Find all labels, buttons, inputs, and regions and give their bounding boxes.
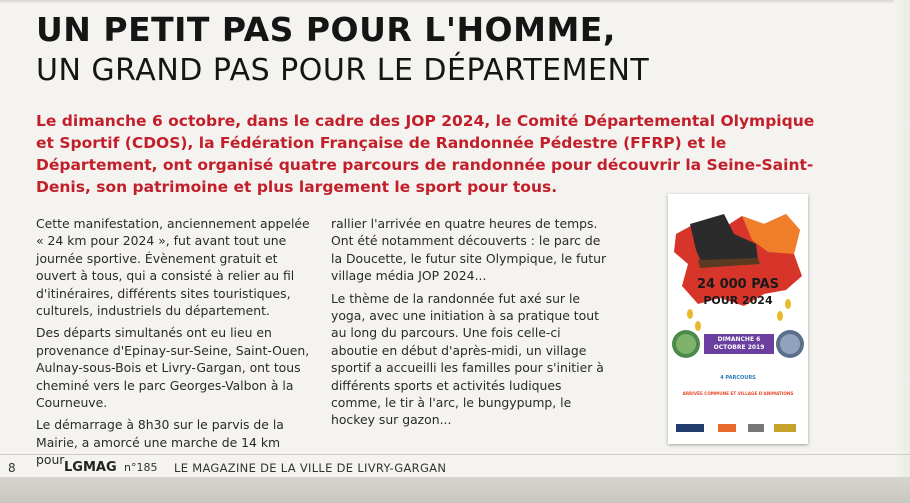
issue-number: n°185 xyxy=(124,461,158,474)
paragraph: Le démarrage à 8h30 sur le parvis de la Mairie, a amorcé une marche de 14 km pour xyxy=(36,417,284,468)
right-edge xyxy=(894,0,910,502)
page-footer xyxy=(0,454,910,503)
paragraph: rallier l'arrivée en quatre heures de temps. Ont été notamment découverts : le parc de la Doucette, le futur site Olympique, le futur village média JOP 2024... xyxy=(331,216,607,284)
headline-line-1: UN PETIT PAS POUR L'HOMME, xyxy=(36,10,616,49)
paragraph: Cette manifestation, anciennement appelée « 24 km pour 2024 », fut avant tout une journée sportive. Évènement gratuit et ouvert à tous, qui a consisté à relier au fil d'itinéraires, différents sites touristiques, culturels, industriels du département. xyxy=(36,216,310,319)
magazine-name: LGMAG xyxy=(64,460,117,475)
body-column-1 xyxy=(36,215,311,474)
headline-line-2: UN GRAND PAS POUR LE DÉPARTEMENT xyxy=(36,53,650,88)
poster-subtitle: POUR 2024 xyxy=(703,294,773,307)
paragraph: Le thème de la randonnée fut axé sur le yoga, avec une initiation à sa pratique tout au long du parcours. Une fois celle-ci aboutie en début d'après-midi, un village sportif a accueilli les familles pour s'initier à différents sports et activités ludiques comme, le tir à l'arc, le bungypump, le hockey sur gazon... xyxy=(331,290,604,428)
lead-paragraph: Le dimanche 6 octobre, dans le cadre des JOP 2024, le Comité Départemental Olympique et Sportif (CDOS), la Fédération Française de Randonnée Pédestre (FFRP) et le Département, ont organisé quatre parcours de randonnée pour découvrir la Seine-Saint-Denis, son patrimoine et plus largement le sport pour tous. xyxy=(36,112,815,196)
footer-band xyxy=(0,477,910,503)
event-poster xyxy=(668,194,808,444)
magazine-tagline: LE MAGAZINE DE LA VILLE DE LIVRY-GARGAN xyxy=(174,461,447,475)
top-edge xyxy=(0,0,910,4)
poster-title: 24 000 PAS xyxy=(696,277,780,292)
body-column-2 xyxy=(331,215,611,434)
poster-parcours: 4 PARCOURS xyxy=(720,375,756,381)
poster-date: DIMANCHE 6 OCTOBRE 2019 xyxy=(704,334,774,354)
paragraph: Des départs simultanés ont eu lieu en provenance d'Epinay-sur-Seine, Saint-Ouen, Aulnay-sous-Bois et Livry-Gargan, ont tous cheminé vers le parc Georges-Valbon à la Courneuve. xyxy=(36,325,310,411)
poster-arrivee: ARRIVÉE COMMUNE ET VILLAGE D'ANIMATIONS xyxy=(682,391,794,396)
page-number: 8 xyxy=(8,461,16,475)
poster-artwork xyxy=(668,194,808,444)
